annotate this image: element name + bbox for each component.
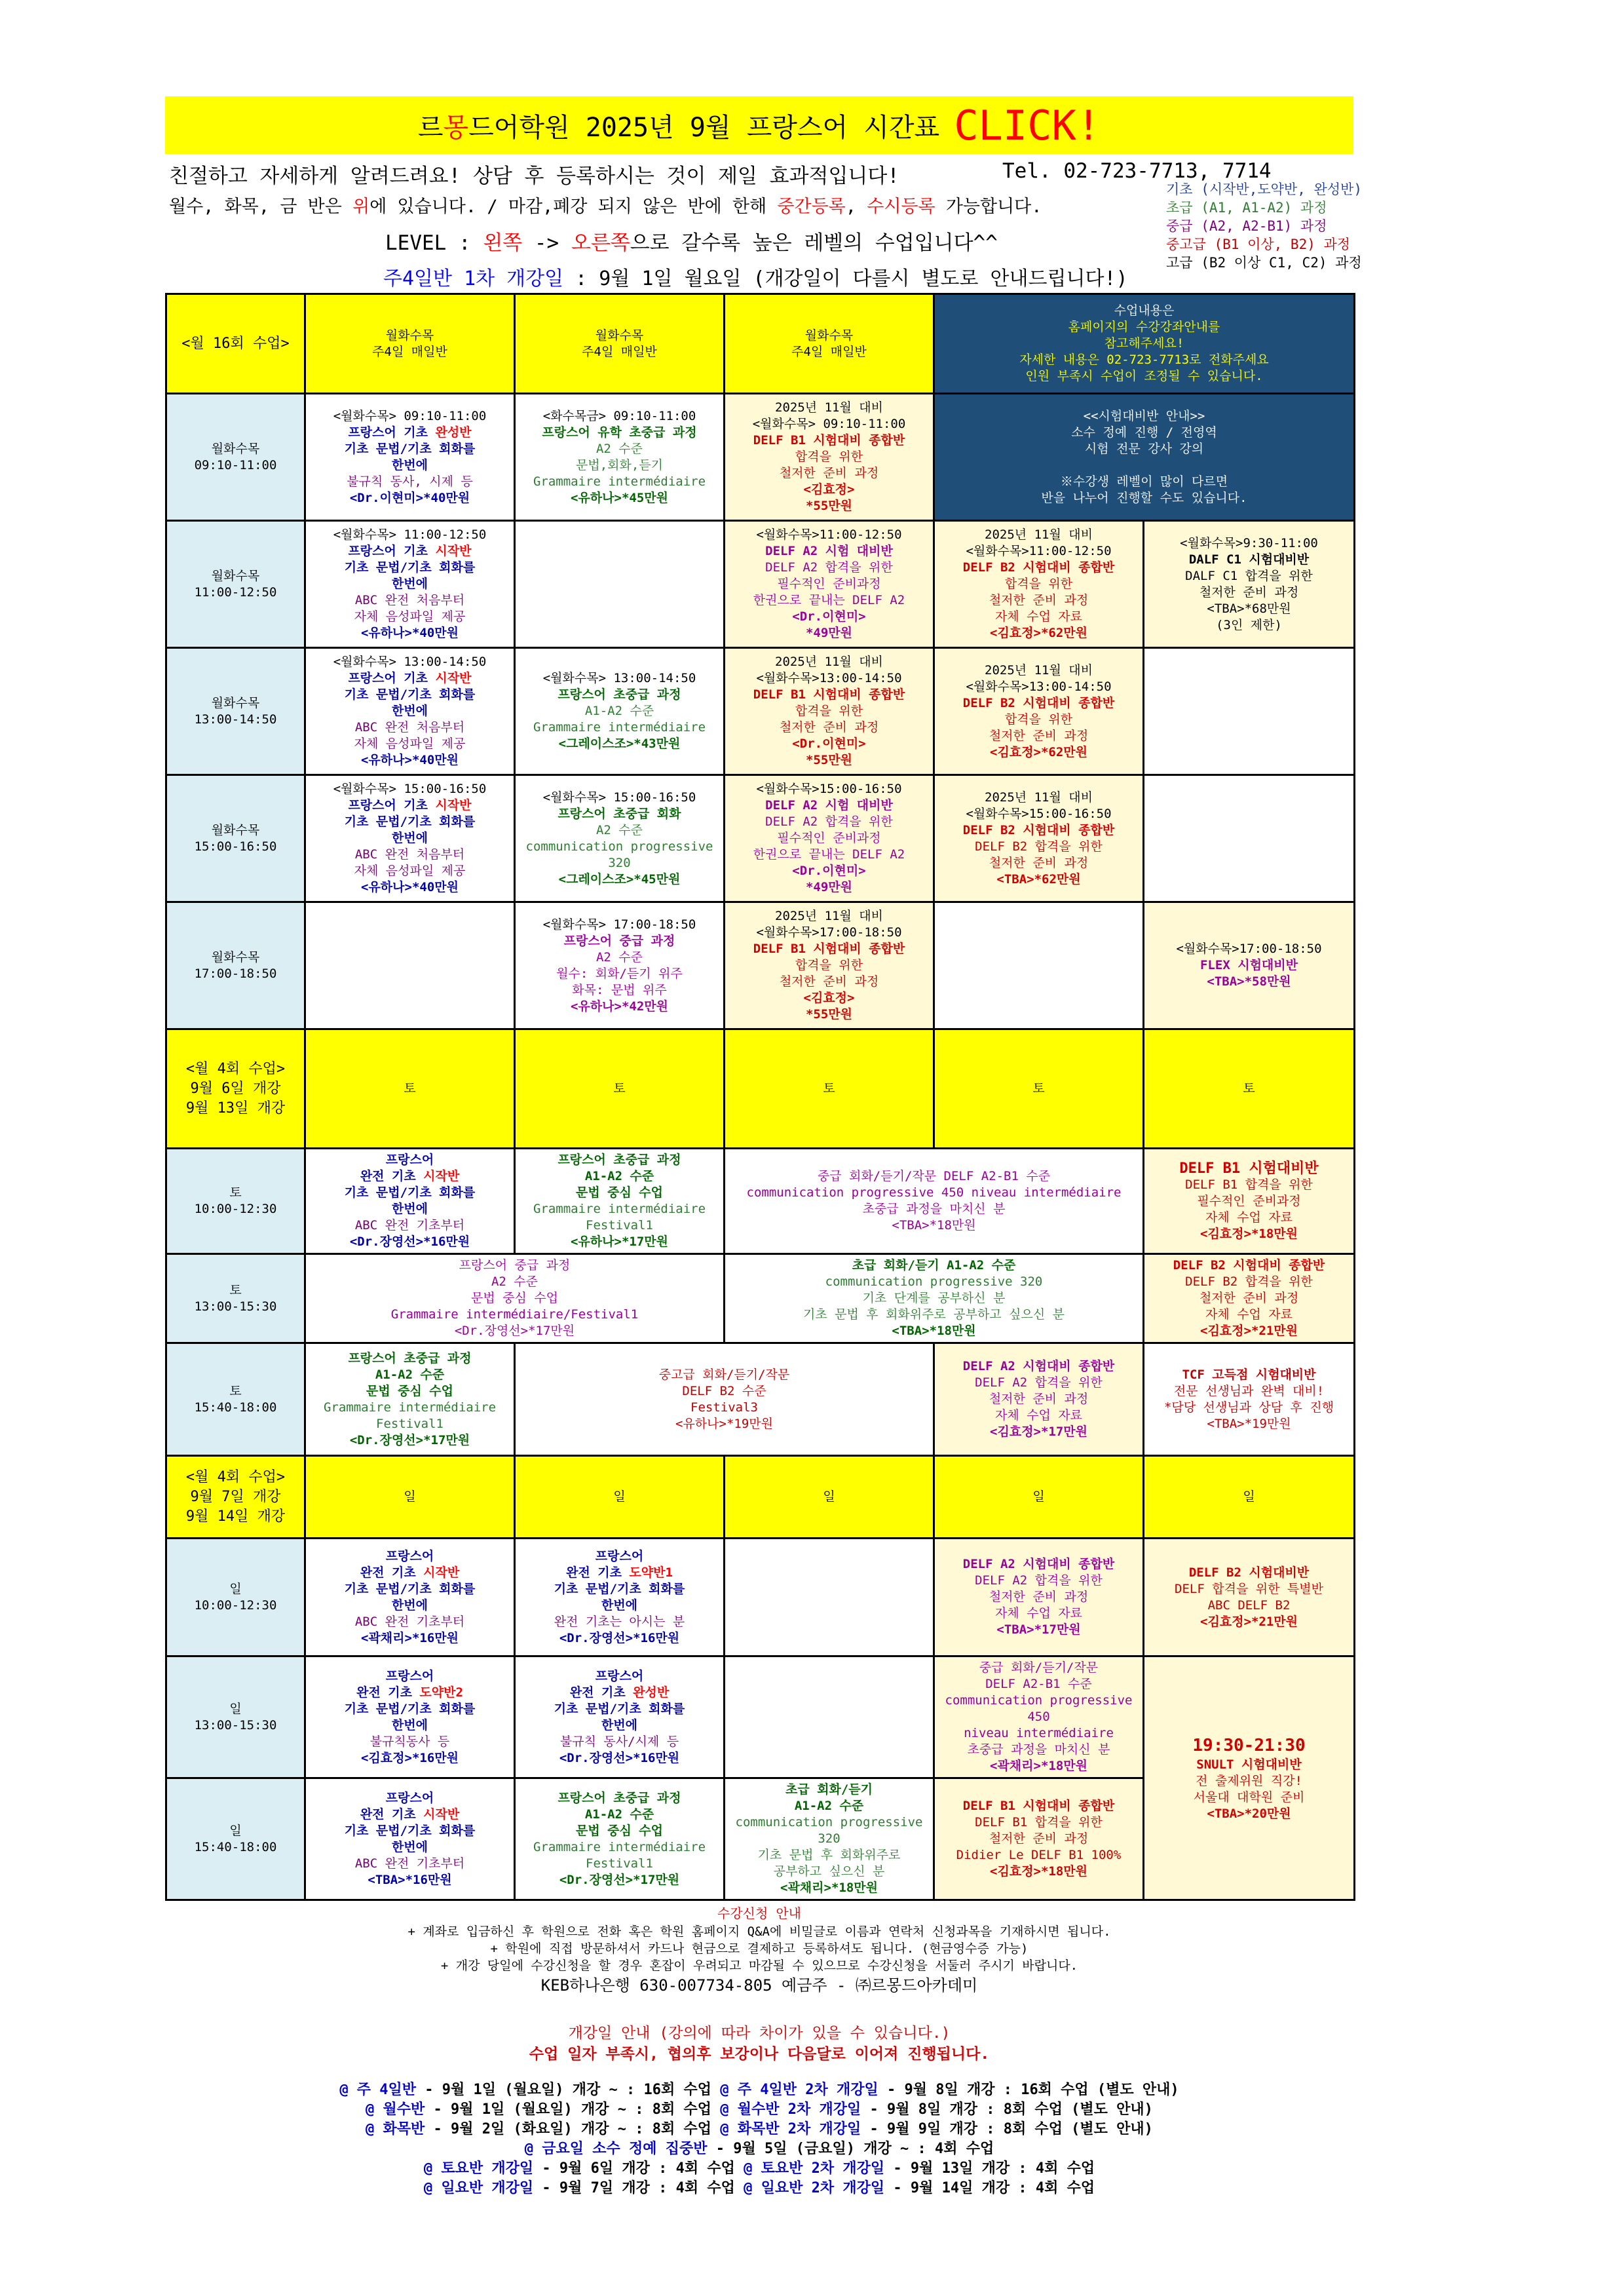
time-cell: 일 10:00-12:30 [166,1539,305,1656]
signup-line: + 개강 당일에 수강신청을 할 경우 혼잡이 우려되고 마감될 수 있으므로 수강신청을 서둘러 주시기 바랍니다. [440,1959,1078,1973]
empty-cell [515,521,725,648]
day-label: 토 [725,1029,934,1149]
class-cell: DELF A2 시험대비 종합반 DELF A2 합격을 위한 철저한 준비 과정 자체 수업 자료 <김효정>*17만원 [934,1343,1144,1456]
legend-item: 고급 (B2 이상 C1, C2) 과정 [1166,255,1362,271]
col-head: 월화수목 주4일 매일반 [305,294,515,394]
class-cell: <월화수목>15:00-16:50 DELF A2 시험 대비반 DELF A2 합격을 위한 필수적인 준비과정 한권으로 끝내는 DELF A2 <Dr.이현미> *49만원 [725,775,934,902]
click-link[interactable]: CLICK! [954,101,1101,149]
weekday-head: <월 16회 수업> [166,294,305,394]
day-label: 토 [1144,1029,1355,1149]
open-date-segment: - 9월 6일 개강 : 4회 수업 [533,2160,744,2177]
title-banner [165,96,1353,154]
class-cell: 프랑스어 완전 기초 도약반1 기초 문법/기초 회화를 한번에 완전 기초는 아시는 분 <Dr.장영선>*16만원 [515,1539,725,1656]
class-cell: <월화수목> 13:00-14:50 프랑스어 기초 시작반 기초 문법/기초 회화를 한번에 ABC 완전 처음부터 자체 음성파일 제공 <유하나>*40만원 [305,648,515,775]
open-date-segment: @ 주 4일반 2차 개강일 [720,2082,878,2098]
exam-info-cell: <<시험대비반 안내>> 소수 정예 진행 / 전영역 시험 전문 강사 강의 ※수강생 레벨이 많이 다르면 반을 나누어 진행할 수도 있습니다. [934,394,1355,521]
open-date-segment: @ 토요반 2차 개강일 [744,2160,885,2177]
title-text: 르몽드어학원 2025년 9월 프랑스어 시간표 [417,112,940,143]
signup-title: 수강신청 안내 [717,1905,801,1921]
class-cell: <월화수목> 11:00-12:50 프랑스어 기초 시작반 기초 문법/기초 회화를 한번에 ABC 완전 처음부터 자체 음성파일 제공 <유하나>*40만원 [305,521,515,648]
day-label: 일 [934,1456,1144,1539]
class-cell: <월화수목> 15:00-16:50 프랑스어 초중급 회화 A2 수준 communication progressive 320 <그레이스조>*45만원 [515,775,725,902]
class-cell: 프랑스어 완전 기초 완성반 기초 문법/기초 회화를 한번에 불규칙 동사/시제 등 <Dr.장영선>*16만원 [515,1656,725,1778]
open-date-segment: - 9월 13일 개강 : 4회 수업 [884,2160,1095,2177]
day-label: 토 [934,1029,1144,1149]
class-cell: 19:30-21:30 SNULT 시험대비반 전 출제위원 직강! 서울대 대학원 준비 <TBA>*20만원 [1144,1656,1355,1900]
class-cell: 중급 회화/듣기/작문 DELF A2-B1 수준 communication progressive 450 niveau intermédiaire 초중급 과정을 마치신 분 <곽채리>*18만원 [934,1656,1144,1778]
class-cell: <월화수목>11:00-12:50 DELF A2 시험 대비반 DELF A2 합격을 위한 필수적인 준비과정 한권으로 끝내는 DELF A2 <Dr.이현미> *49만원 [725,521,934,648]
open-date-line [165,2159,1353,2179]
empty-cell [725,1656,934,1778]
open-date-segment: - 9월 2일 (화요일) 개강 ~ : 8회 수업 [425,2121,721,2137]
legend-item: 중고급 (B1 이상, B2) 과정 [1166,237,1351,252]
class-cell: 프랑스어 완전 기초 시작반 기초 문법/기초 회화를 한번에 ABC 완전 기초부터 <곽채리>*16만원 [305,1539,515,1656]
open-date-segment: - 9월 1일 (월요일) 개강 ~ : 16회 수업 [416,2082,721,2098]
day-label: 일 [1144,1456,1355,1539]
start-line: 주4일반 1차 개강일 : 9월 1일 월요일 (개강일이 다를시 별도로 안내드립니다!) [383,267,1128,290]
class-cell: 2025년 11월 대비 <월화수목>11:00-12:50 DELF B2 시험대비 종합반 합격을 위한 철저한 준비 과정 자체 수업 자료 <김효정>*62만원 [934,521,1144,648]
class-cell: 2025년 11월 대비 <월화수목>13:00-14:50 DELF B1 시험대비 종합반 합격을 위한 철저한 준비 과정 <Dr.이현미> *55만원 [725,648,934,775]
legend-item: 초급 (A1, A1-A2) 과정 [1166,200,1327,216]
time-cell: 일 15:40-18:00 [166,1778,305,1900]
empty-cell [725,1539,934,1656]
open-date-segment: - 9월 8일 개강 : 16회 수업 (별도 안내) [878,2082,1179,2098]
timetable [165,293,1355,1901]
notice-line: 월수, 화목, 금 반은 위에 있습니다. / 마감,폐강 되지 않은 반에 한해 중간등록, 수시등록 가능합니다. [169,197,1042,217]
open-date-line [165,2179,1353,2198]
empty-cell [1144,648,1355,775]
legend-item: 중급 (A2, A2-B1) 과정 [1166,218,1327,234]
level-legend [1166,180,1362,272]
class-cell: 초급 회화/듣기 A1-A2 수준 communication progressive 320 기초 단계를 공부하신 분 기초 문법 후 회화위주로 공부하고 싶으신 분 <TBA>*18만원 [725,1254,1144,1343]
class-cell: <월화수목> 09:10-11:00 프랑스어 기초 완성반 기초 문법/기초 회화를 한번에 불규칙 동사, 시제 등 <Dr.이현미>*40만원 [305,394,515,521]
empty-cell [934,902,1144,1029]
class-cell: DELF B2 시험대비 종합반 DELF B2 합격을 위한 철저한 준비 과정 자체 수업 자료 <김효정>*21만원 [1144,1254,1355,1343]
class-cell: <월화수목> 17:00-18:50 프랑스어 중급 과정 A2 수준 월수: 회화/듣기 위주 화목: 문법 위주 <유하나>*42만원 [515,902,725,1029]
class-cell: 초급 회화/듣기 A1-A2 수준 communication progressive 320 기초 문법 후 회화위주로 공부하고 싶으신 분 <곽채리>*18만원 [725,1778,934,1900]
class-cell: 프랑스어 중급 과정 A2 수준 문법 중심 수업 Grammaire intermédiaire/Festival1 <Dr.장영선>*17만원 [305,1254,725,1343]
day-label: 일 [305,1456,515,1539]
open-date-segment: - 9월 5일 (금요일) 개강 ~ : 4회 수업 [707,2141,994,2157]
time-cell: 토 15:40-18:00 [166,1343,305,1456]
class-cell: 2025년 11월 대비 <월화수목>17:00-18:50 DELF B1 시험대비 종합반 합격을 위한 철저한 준비 과정 <김효정> *55만원 [725,902,934,1029]
day-label: 토 [515,1029,725,1149]
class-cell: 프랑스어 초중급 과정 A1-A2 수준 문법 중심 수업 Grammaire intermédiaire Festival1 <Dr.장영선>*17만원 [305,1343,515,1456]
class-cell: 2025년 11월 대비 <월화수목>13:00-14:50 DELF B2 시험대비 종합반 합격을 위한 철저한 준비 과정 <김효정>*62만원 [934,648,1144,775]
notes-section [165,1904,1353,2198]
class-cell: DELF B2 시험대비반 DELF 합격을 위한 특별반 ABC DELF B2 <김효정>*21만원 [1144,1539,1355,1656]
day-label: 일 [515,1456,725,1539]
class-cell: 프랑스어 초중급 과정 A1-A2 수준 문법 중심 수업 Grammaire intermédiaire Festival1 <유하나>*17만원 [515,1149,725,1254]
sunday-head: <월 4회 수업> 9월 7일 개강 9월 14일 개강 [166,1456,305,1539]
open-date-line [165,2100,1353,2120]
open-date-line [165,2080,1353,2100]
class-cell: <월화수목>17:00-18:50 FLEX 시험대비반 <TBA>*58만원 [1144,902,1355,1029]
class-cell: DELF B1 시험대비 종합반 DELF B1 합격을 위한 철저한 준비 과정 Didier Le DELF B1 100% <김효정>*18만원 [934,1778,1144,1900]
empty-cell [1144,775,1355,902]
col-head: 월화수목 주4일 매일반 [725,294,934,394]
open-date-segment: @ 금요일 소수 정예 집중반 [524,2141,708,2157]
time-cell: 월화수목 09:10-11:00 [166,394,305,521]
col-head: 월화수목 주4일 매일반 [515,294,725,394]
open-date-segment: - 9월 1일 (월요일) 개강 ~ : 8회 수업 [425,2101,721,2118]
open-date-segment: - 9월 7일 개강 : 4회 수업 [533,2180,744,2196]
time-cell: 월화수목 13:00-14:50 [166,648,305,775]
phone-text: Tel. 02-723-7713, 7714 [1002,159,1272,183]
class-cell: <월화수목> 13:00-14:50 프랑스어 초중급 과정 A1-A2 수준 Grammaire intermédiaire <그레이스조>*43만원 [515,648,725,775]
class-cell: 프랑스어 완전 기초 도약반2 기초 문법/기초 회화를 한번에 불규칙동사 등 <김효정>*16만원 [305,1656,515,1778]
open-date-line [165,2139,1353,2159]
open-date-segment: @ 주 4일반 [339,2082,417,2098]
saturday-head: <월 4회 수업> 9월 6일 개강 9월 13일 개강 [166,1029,305,1149]
time-cell: 토 10:00-12:30 [166,1149,305,1254]
class-cell: 2025년 11월 대비 <월화수목> 09:10-11:00 DELF B1 시험대비 종합반 합격을 위한 철저한 준비 과정 <김효정> *55만원 [725,394,934,521]
class-cell: <월화수목>9:30-11:00 DALF C1 시험대비반 DALF C1 합격을 위한 철저한 준비 과정 <TBA>*68만원 (3인 제한) [1144,521,1355,648]
time-cell: 월화수목 15:00-16:50 [166,775,305,902]
open-title: 개강일 안내 (강의에 따라 차이가 있을 수 있습니다.) [568,2025,951,2042]
open-date-segment: @ 일요반 개강일 [423,2180,534,2196]
open-date-segment: @ 일요반 2차 개강일 [744,2180,885,2196]
open-date-segment: - 9월 9일 개강 : 8회 수업 (별도 안내) [861,2121,1153,2137]
open-date-segment: @ 월수반 2차 개강일 [720,2101,861,2118]
open-date-segment: @ 토요반 개강일 [423,2160,534,2177]
class-cell: <월화수목> 15:00-16:50 프랑스어 기초 시작반 기초 문법/기초 회화를 한번에 ABC 완전 처음부터 자체 음성파일 제공 <유하나>*40만원 [305,775,515,902]
open-date-segment: @ 월수반 [366,2101,425,2118]
class-cell: 프랑스어 초중급 과정 A1-A2 수준 문법 중심 수업 Grammaire intermédiaire Festival1 <Dr.장영선>*17만원 [515,1778,725,1900]
open-date-segment: - 9월 8일 개강 : 8회 수업 (별도 안내) [861,2101,1153,2118]
signup-line: + 계좌로 입금하신 후 학원으로 전화 혹은 학원 홈페이지 Q&A에 비밀글로 이름과 연락처 신청과목을 기재하시면 됩니다. [407,1924,1111,1939]
time-cell: 월화수목 11:00-12:50 [166,521,305,648]
class-cell: 2025년 11월 대비 <월화수목>15:00-16:50 DELF B2 시험대비 종합반 DELF B2 합격을 위한 철저한 준비 과정 <TBA>*62만원 [934,775,1144,902]
class-cell: <화수목금> 09:10-11:00 프랑스어 유학 초중급 과정 A2 수준 문법,회화,듣기 Grammaire intermédiaire <유하나>*45만원 [515,394,725,521]
signup-line: + 학원에 직접 방문하셔서 카드나 현금으로 결제하고 등록하셔도 됩니다. (현금영수증 가능) [490,1942,1029,1956]
open-date-segment: - 9월 14일 개강 : 4회 수업 [884,2180,1095,2196]
empty-cell [305,902,515,1029]
class-cell: DELF A2 시험대비 종합반 DELF A2 합격을 위한 철저한 준비 과정 자체 수업 자료 <TBA>*17만원 [934,1539,1144,1656]
open-date-segment: @ 화목반 2차 개강일 [720,2121,861,2137]
class-cell: 중급 회화/듣기/작문 DELF A2-B1 수준 communication progressive 450 niveau intermédiaire 초중급 과정을 마치신 분 <TBA>*18만원 [725,1149,1144,1254]
intro-text: 친절하고 자세하게 알려드려요! 상담 후 등록하시는 것이 제일 효과적입니다! [169,164,899,188]
day-label: 토 [305,1029,515,1149]
info-head: 수업내용은 홈페이지의 수강강좌안내를 참고해주세요! 자세한 내용은 02-723-7713로 전화주세요 인원 부족시 수업이 조정될 수 있습니다. [934,294,1355,394]
class-cell: TCF 고득점 시험대비반 전문 선생님과 완벽 대비! *담당 선생님과 상담 후 진행 <TBA>*19만원 [1144,1343,1355,1456]
open-subtitle: 수업 일자 부족시, 협의후 보강이나 다음달로 이어져 진행됩니다. [529,2046,990,2063]
day-label: 일 [725,1456,934,1539]
open-dates [165,2080,1353,2198]
open-date-line [165,2120,1353,2139]
class-cell: 중고급 회화/듣기/작문 DELF B2 수준 Festival3 <유하나>*19만원 [515,1343,934,1456]
time-cell: 월화수목 17:00-18:50 [166,902,305,1029]
open-date-segment: @ 화목반 [366,2121,425,2137]
level-line: LEVEL : 왼쪽 -> 오른쪽으로 갈수록 높은 레벨의 수업입니다^^ [385,231,998,255]
legend-item: 기초 (시작반,도약반, 완성반) [1166,182,1363,197]
bank-account: KEB하나은행 630-007734-805 예금주 - ㈜르몽드아카데미 [540,1976,978,1995]
time-cell: 토 13:00-15:30 [166,1254,305,1343]
class-cell: DELF B1 시험대비반 DELF B1 합격을 위한 필수적인 준비과정 자체 수업 자료 <김효정>*18만원 [1144,1149,1355,1254]
time-cell: 일 13:00-15:30 [166,1656,305,1778]
class-cell: 프랑스어 완전 기초 시작반 기초 문법/기초 회화를 한번에 ABC 완전 기초부터 <Dr.장영선>*16만원 [305,1149,515,1254]
class-cell: 프랑스어 완전 기초 시작반 기초 문법/기초 회화를 한번에 ABC 완전 기초부터 <TBA>*16만원 [305,1778,515,1900]
